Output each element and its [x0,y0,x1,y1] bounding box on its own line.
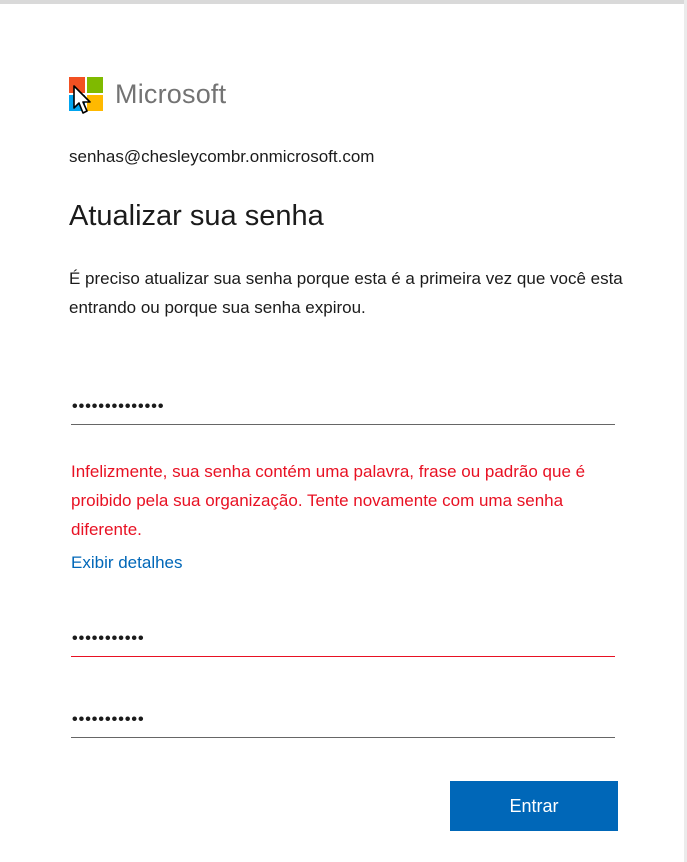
page-title: Atualizar sua senha [69,200,324,232]
current-password-value: •••••••••••••• [72,398,165,415]
microsoft-logo-icon [69,77,104,112]
current-password-field[interactable] [71,389,615,425]
confirm-password-field[interactable] [71,702,615,738]
microsoft-logo [69,76,226,112]
account-email: senhas@chesleycombr.onmicrosoft.com [69,147,375,166]
new-password-field[interactable] [71,621,615,657]
sign-in-button[interactable]: Entrar [450,781,618,831]
show-details-link[interactable]: Exibir detalhes [71,553,183,572]
mouse-pointer-icon [73,85,93,115]
sign-in-card [0,4,684,862]
page-description: É preciso atualizar sua senha porque esta é a primeira vez que você esta entrando ou porque sua senha expirou. [69,269,623,317]
password-error-message: Infelizmente, sua senha contém uma palavra, frase ou padrão que é proibido pela sua organização. Tente novamente com uma senha diferente. [71,462,586,539]
new-password-value: ••••••••••• [72,630,145,647]
confirm-password-value: ••••••••••• [72,711,145,728]
brand-name: Microsoft [115,78,227,109]
